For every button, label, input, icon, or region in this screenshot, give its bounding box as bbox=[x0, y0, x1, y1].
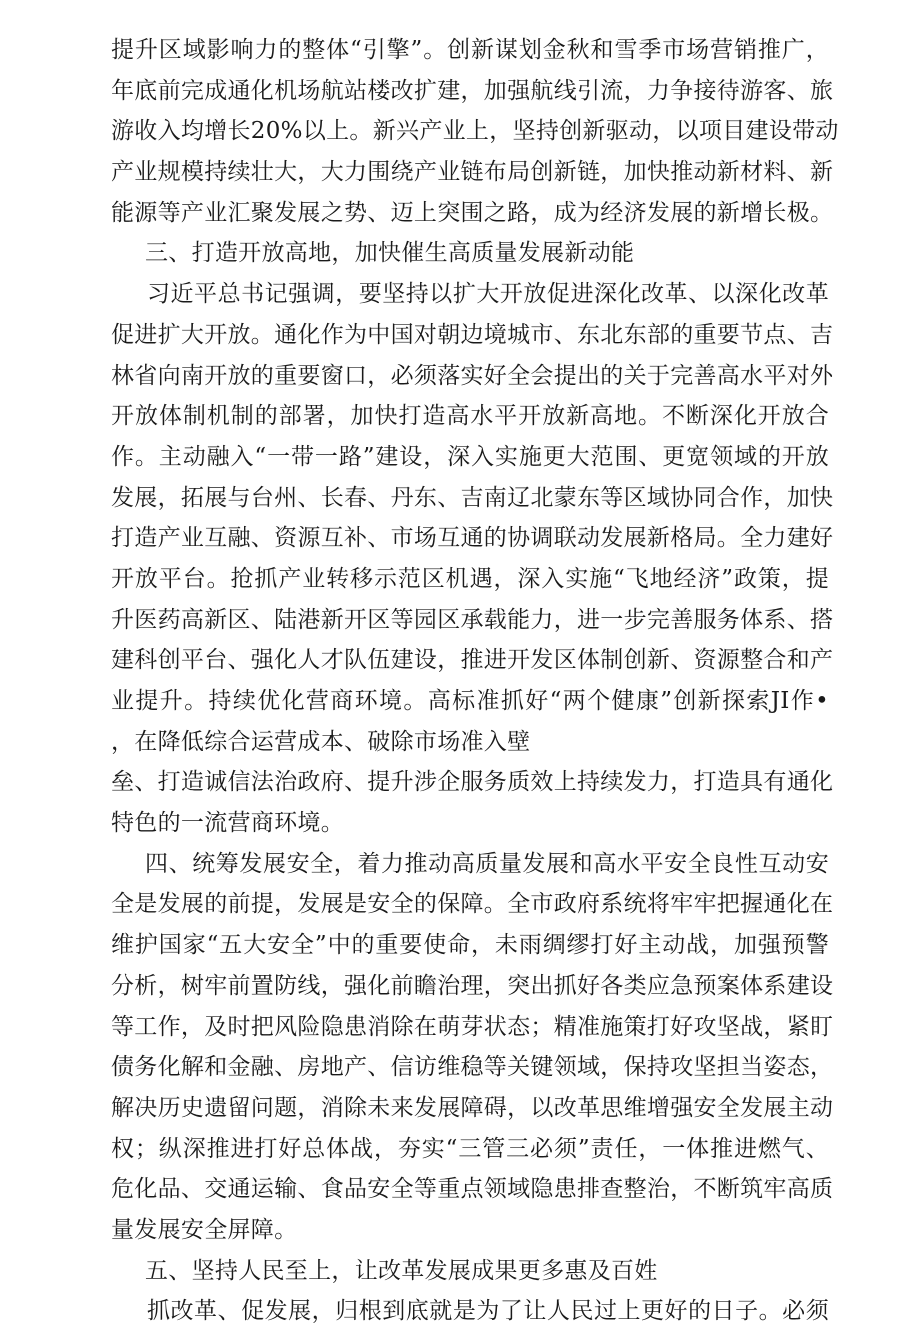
text-line: 习近平总书记强调，要坚持以扩大开放促进深化改革、以深化改革 bbox=[147, 281, 829, 308]
text-line: ，在降低综合运营成本、破除市场准入壁 bbox=[111, 728, 531, 755]
section-heading: 三、打造开放高地，加快催生高质量发展新动能 bbox=[145, 240, 635, 267]
text-line: 能源等产业汇聚发展之势、迈上突围之路，成为经济发展的新增长极。 bbox=[111, 199, 834, 226]
text-line: 债务化解和金融、房地产、信访维稳等关键领域，保持攻坚担当姿态， bbox=[111, 1054, 834, 1081]
text-line: 打造产业互融、资源互补、市场互通的协调联动发展新格局。全力建好 bbox=[111, 525, 834, 552]
text-line: 特色的一流营商环境。 bbox=[111, 810, 344, 837]
text-line: 提升区域影响力的整体“引擎”。创新谋划金秋和雪季市场营销推广， bbox=[111, 37, 829, 63]
text-line: 危化品、交通运输、食品安全等重点领域隐患排查整治，不断筑牢高质 bbox=[111, 1176, 834, 1203]
text-line: 解决历史遗留问题，消除未来发展障碍，以改革思维增强安全发展主动 bbox=[111, 1094, 834, 1121]
text-line: 作。主动融入“一带一路”建设，深入实施更大范围、更宽领域的开放 bbox=[111, 443, 829, 470]
text-line: 分析，树牢前置防线，强化前瞻治理，突出抓好各类应急预案体系建设 bbox=[111, 972, 834, 999]
text-line: 游收入均增长20%以上。新兴产业上，坚持创新驱动，以项目建设带动 bbox=[111, 118, 839, 145]
text-line: 抓改革、促发展，归根到底就是为了让人民过上更好的日子。必须 bbox=[147, 1298, 829, 1325]
text-line: 升医药高新区、陆港新开区等园区承载能力，进一步完善服务体系、搭 bbox=[111, 606, 834, 633]
section-heading: 五、坚持人民至上，让改革发展成果更多惠及百姓 bbox=[145, 1257, 658, 1284]
text-line: 业提升。持续优化营商环境。高标准抓好“两个健康”创新探索JI作• bbox=[111, 688, 829, 714]
section-heading: 四、统筹发展安全，着力推动高质量发展和高水平安全良性互动安 bbox=[145, 850, 829, 877]
document-page bbox=[111, 30, 839, 1332]
text-line: 林省向南开放的重要窗口，必须落实好全会提出的关于完善高水平对外 bbox=[111, 362, 834, 389]
text-line: 开放体制机制的部署，加快打造高水平开放新高地。不断深化开放合 bbox=[111, 403, 829, 430]
text-line: 开放平台。抢抓产业转移示范区机遇，深入实施“飞地经济”政策，提 bbox=[111, 565, 829, 592]
text-line: 全是发展的前提，发展是安全的保障。全市政府系统将牢牢把握通化在 bbox=[111, 891, 834, 918]
text-line: 发展，拓展与台州、长春、丹东、吉南辽北蒙东等区域协同合作，加快 bbox=[111, 484, 834, 511]
text-line: 年底前完成通化机场航站楼改扩建，加强航线引流，力争接待游客、旅 bbox=[111, 77, 834, 104]
text-line: 垒、打造诚信法治政府、提升涉企服务质效上持续发力，打造具有通化 bbox=[111, 769, 834, 796]
text-line: 维护国家“五大安全”中的重要使命，未雨绸缪打好主动战，加强预警 bbox=[111, 932, 829, 959]
text-line: 建科创平台、强化人才队伍建设，推进开发区体制创新、资源整合和产 bbox=[111, 647, 834, 674]
text-line: 促进扩大开放。通化作为中国对朝边境城市、东北东部的重要节点、吉 bbox=[111, 321, 834, 348]
text-line: 权；纵深推进打好总体战，夯实“三管三必须”责任，一体推进燃气、 bbox=[111, 1135, 829, 1162]
text-line: 产业规模持续壮大，大力围绕产业链布局创新链，加快推动新材料、新 bbox=[111, 159, 834, 186]
text-line: 等工作，及时把风险隐患消除在萌芽状态；精准施策打好攻坚战，紧盯 bbox=[111, 1013, 834, 1040]
text-line: 量发展安全屏障。 bbox=[111, 1216, 298, 1243]
